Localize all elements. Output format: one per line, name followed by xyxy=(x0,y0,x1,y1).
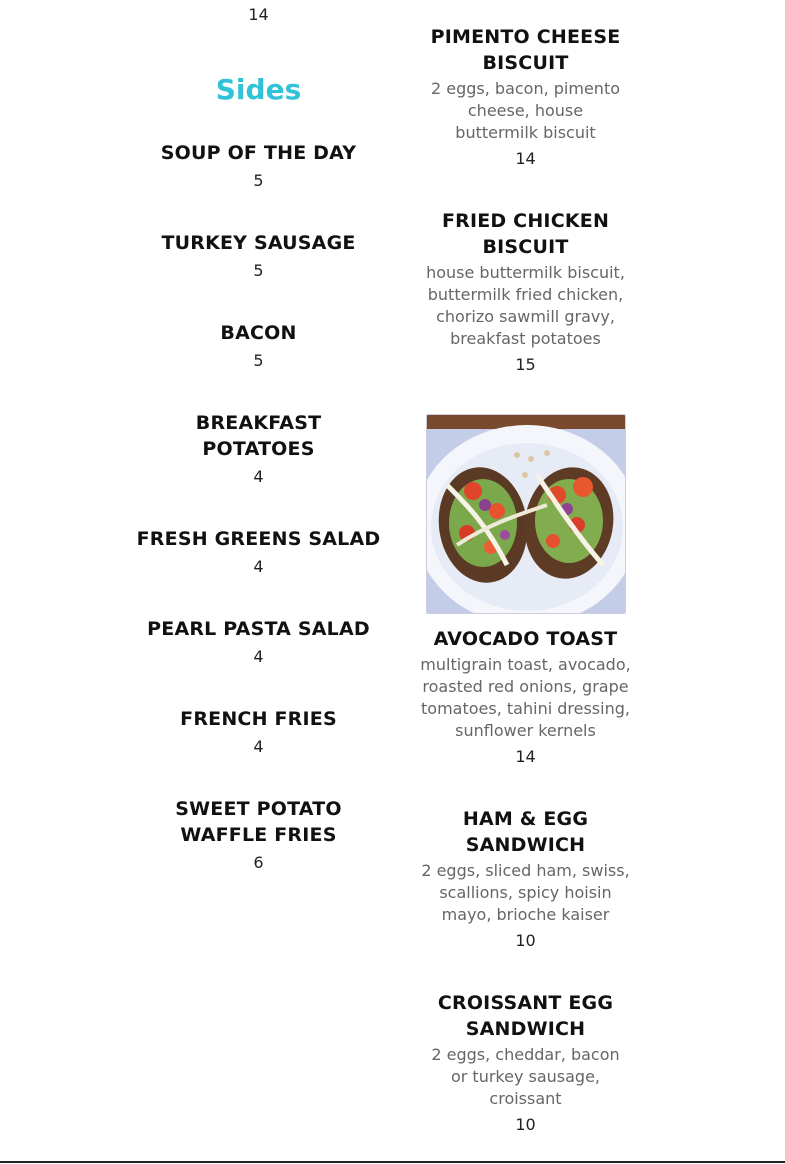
item-price: 10 xyxy=(515,1115,536,1134)
menu-item-turkey-sausage xyxy=(130,230,387,282)
item-description: multigrain toast, avocado, roasted red onions, grape tomatoes, tahini dressing, sunflower kernels xyxy=(420,655,631,740)
item-price: 4 xyxy=(253,557,264,576)
item-description: 2 eggs, sliced ham, swiss, scallions, spicy hoisin mayo, brioche kaiser xyxy=(421,861,630,924)
menu-item-breakfast-potatoes xyxy=(130,410,387,488)
menu-item-french-fries xyxy=(130,706,387,758)
menu-item-fried-chicken-biscuit xyxy=(412,208,639,376)
item-price: 4 xyxy=(253,467,264,486)
menu-item-pimento-cheese-biscuit xyxy=(412,24,639,170)
item-name: SWEET POTATO WAFFLE FRIES xyxy=(175,798,342,846)
item-description: house buttermilk biscuit, buttermilk fried chicken, chorizo sawmill gravy, breakfast potatoes xyxy=(426,263,625,348)
item-price: 5 xyxy=(253,351,264,370)
item-price: 4 xyxy=(253,737,264,756)
item-price: 5 xyxy=(253,171,264,190)
item-price: 10 xyxy=(515,931,536,950)
item-name: PEARL PASTA SALAD xyxy=(147,618,370,640)
menu-item-ham-egg-sandwich xyxy=(412,806,639,952)
item-name: BREAKFAST POTATOES xyxy=(195,412,322,460)
item-name: HAM & EGG SANDWICH xyxy=(462,808,589,856)
item-description: 2 eggs, bacon, pimento cheese, house buttermilk biscuit xyxy=(430,79,621,142)
item-name: FRIED CHICKEN BISCUIT xyxy=(441,210,610,258)
menu-item-croissant-egg-sandwich xyxy=(412,990,639,1136)
section-heading-sides: Sides xyxy=(215,73,302,106)
menu-item-soup-of-the-day xyxy=(130,140,387,192)
menu-item-fresh-greens-salad xyxy=(130,526,387,578)
item-price: 15 xyxy=(515,355,536,374)
menu-item-pearl-pasta-salad xyxy=(130,616,387,668)
bottom-divider xyxy=(0,1161,785,1163)
item-name: BACON xyxy=(220,322,297,344)
item-price: 14 xyxy=(248,5,269,24)
item-name: AVOCADO TOAST xyxy=(433,628,618,650)
item-price: 14 xyxy=(515,149,536,168)
menu-item-avocado-toast xyxy=(412,626,639,768)
item-name: FRENCH FRIES xyxy=(180,708,337,730)
item-name: PIMENTO CHEESE BISCUIT xyxy=(430,26,621,74)
item-name: SOUP OF THE DAY xyxy=(160,142,357,164)
item-description: 2 eggs, cheddar, bacon or turkey sausage, croissant xyxy=(431,1045,620,1108)
item-price: 14 xyxy=(515,747,536,766)
menu-item-bacon xyxy=(130,320,387,372)
item-name: CROISSANT EGG SANDWICH xyxy=(437,992,614,1040)
avocado-toast-photo xyxy=(426,414,626,614)
item-price: 5 xyxy=(253,261,264,280)
item-name: FRESH GREENS SALAD xyxy=(136,528,381,550)
menu-item-sweet-potato-waffle-fries xyxy=(130,796,387,874)
item-price: 4 xyxy=(253,647,264,666)
item-price: 6 xyxy=(253,853,264,872)
item-name: TURKEY SAUSAGE xyxy=(161,232,356,254)
